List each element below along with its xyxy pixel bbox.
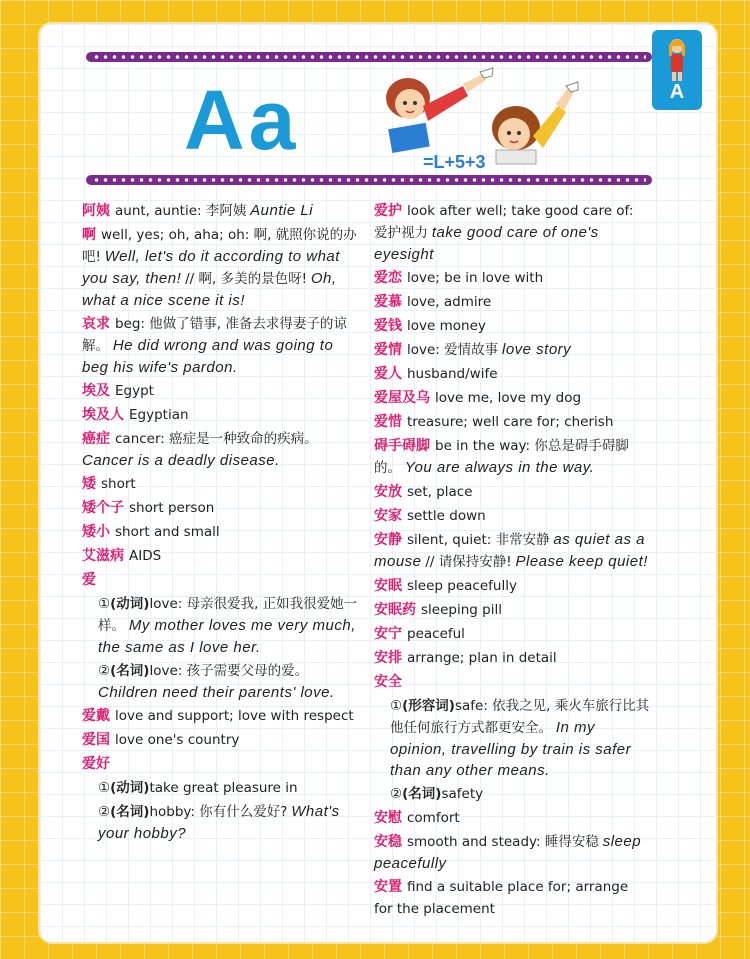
example-english: Well, let's do it according to what you say, then!	[82, 248, 340, 287]
dictionary-entry	[374, 411, 650, 433]
tab-letter: A	[669, 81, 685, 103]
definition: arrange; plan in detail	[407, 650, 557, 666]
sense-number: ①	[98, 780, 111, 796]
dictionary-entry	[374, 481, 650, 503]
dictionary-entry	[82, 200, 360, 222]
dictionary-entry	[82, 521, 360, 543]
dictionary-entry	[82, 753, 360, 775]
definition: Egyptian	[129, 407, 189, 423]
definition: sleeping pill	[421, 602, 502, 618]
part-of-speech: (动词)	[110, 596, 150, 612]
girl-figure-icon	[665, 36, 689, 82]
example-english: as quiet as a mouse	[374, 531, 645, 570]
definition: love; be in love with	[407, 270, 544, 286]
sense	[82, 801, 360, 844]
headword: 矮个子	[82, 500, 124, 516]
definition: short and small	[115, 524, 220, 540]
dictionary-entry	[374, 831, 650, 874]
definition: peaceful	[407, 626, 465, 642]
definition: silent, quiet: 非常安静	[407, 532, 550, 548]
dictionary-entry	[374, 435, 650, 479]
dictionary-entry	[374, 387, 650, 409]
definition: love money	[407, 318, 486, 334]
headword: 爱慕	[374, 294, 402, 310]
example-english: sleep peacefully	[374, 833, 642, 872]
sense-example: What's your hobby?	[98, 803, 340, 842]
definition: love and support; love with respect	[115, 708, 354, 724]
sense-example: In my opinion, travelling by train is safer than any other means.	[390, 719, 632, 779]
sense-definition: love: 孩子需要父母的爱。	[149, 663, 309, 679]
definition: cancer: 癌症是一种致命的疾病。	[115, 431, 318, 447]
dictionary-entry	[82, 497, 360, 519]
example-english: take good care of one's eyesight	[374, 224, 599, 263]
headword: 癌症	[82, 431, 110, 447]
example-english-extra: Please keep quiet!	[515, 553, 648, 570]
definition: be in the way: 你总是碍手碍脚的。	[374, 438, 629, 476]
definition: treasure; well care for; cherish	[407, 414, 614, 430]
definition: Egypt	[115, 383, 154, 399]
sense-definition: safe: 依我之见, 乘火车旅行比其他任何旅行方式都更安全。	[390, 698, 650, 736]
definition: love, admire	[407, 294, 492, 310]
sense	[82, 660, 360, 703]
definition-extra: // 请保持安静!	[425, 554, 512, 570]
headword: 埃及	[82, 383, 110, 399]
headword: 安稳	[374, 834, 402, 850]
sense-definition: hobby: 你有什么爱好?	[149, 804, 288, 820]
right-column	[374, 200, 650, 922]
sense-definition: love: 母亲很爱我, 正如我很爱她一样。	[98, 596, 358, 634]
definition: comfort	[407, 810, 460, 826]
sense	[82, 777, 360, 799]
headword: 爱情	[374, 342, 402, 358]
sense-number: ①	[390, 698, 403, 714]
dictionary-entry	[82, 313, 360, 378]
dictionary-entry	[82, 428, 360, 471]
definition: smooth and steady: 睡得安稳	[407, 834, 599, 850]
dictionary-entry	[374, 575, 650, 597]
letter-tab[interactable]	[652, 30, 702, 110]
sense-example: Children need their parents' love.	[98, 684, 335, 701]
headword: 艾滋病	[82, 548, 124, 564]
headword: 安眠药	[374, 602, 416, 618]
headword: 爱惜	[374, 414, 402, 430]
headword: 矮	[82, 476, 96, 492]
headword: 埃及人	[82, 407, 124, 423]
dictionary-entry	[374, 647, 650, 669]
dictionary-entry	[374, 363, 650, 385]
definition: aunt, auntie: 李阿姨	[115, 203, 247, 219]
dictionary-entry	[374, 671, 650, 693]
children-reading-illustration	[368, 66, 583, 176]
dictionary-entry	[374, 876, 650, 920]
part-of-speech: (名词)	[110, 663, 150, 679]
definition: AIDS	[129, 548, 162, 564]
headword: 安排	[374, 650, 402, 666]
example-english: Auntie Li	[250, 202, 314, 219]
part-of-speech: (动词)	[110, 780, 150, 796]
part-of-speech: (形容词)	[402, 698, 455, 714]
definition-extra: // 啊, 多美的景色呀!	[185, 271, 307, 287]
dictionary-entry	[82, 404, 360, 426]
dictionary-entry	[82, 569, 360, 591]
headword: 爱戴	[82, 708, 110, 724]
definition: beg: 他做了错事, 准备去求得妻子的谅解。	[82, 316, 347, 354]
definition: love one's country	[115, 732, 240, 748]
headword: 爱人	[374, 366, 402, 382]
headword: 碍手碍脚	[374, 438, 430, 454]
headword: 安宁	[374, 626, 402, 642]
headword: 爱好	[82, 756, 110, 772]
dictionary-entry	[82, 729, 360, 751]
definition: settle down	[407, 508, 486, 524]
sense-number: ②	[98, 804, 111, 820]
headword: 爱	[82, 572, 96, 588]
definition: find a suitable place for; arrange for the placement	[374, 879, 629, 917]
headword: 爱护	[374, 203, 402, 219]
headword: 矮小	[82, 524, 110, 540]
left-column	[82, 200, 360, 846]
dictionary-entry	[374, 315, 650, 337]
headword: 爱屋及乌	[374, 390, 430, 406]
dictionary-entry	[82, 224, 360, 311]
example-english: love story	[501, 341, 572, 358]
definition: love: 爱情故事	[407, 342, 499, 358]
headword: 爱钱	[374, 318, 402, 334]
definition: look after well; take good care of: 爱护视力	[374, 203, 634, 241]
headword: 安置	[374, 879, 402, 895]
definition: husband/wife	[407, 366, 498, 382]
example-english-extra: Oh, what a nice scene it is!	[82, 270, 337, 309]
part-of-speech: (名词)	[402, 786, 442, 802]
headword: 哀求	[82, 316, 110, 332]
headword: 安全	[374, 674, 402, 690]
top-decorative-bar	[86, 52, 652, 62]
sense	[82, 593, 360, 658]
headword: 阿姨	[82, 203, 110, 219]
sense-number: ②	[390, 786, 403, 802]
sense-number: ①	[98, 596, 111, 612]
dictionary-entry	[374, 267, 650, 289]
dictionary-entry	[374, 200, 650, 265]
dictionary-entry	[374, 623, 650, 645]
dictionary-entry	[82, 705, 360, 727]
definition: short	[101, 476, 136, 492]
sense-example: My mother loves me very much, the same as I love her.	[98, 617, 356, 656]
headword: 安眠	[374, 578, 402, 594]
sense	[374, 783, 650, 805]
example-english: You are always in the way.	[404, 459, 595, 476]
dictionary-entry	[374, 291, 650, 313]
dictionary-entry	[374, 339, 650, 361]
definition: love me, love my dog	[435, 390, 582, 406]
sense-definition: safety	[441, 786, 484, 802]
example-english: He did wrong and was going to beg his wife's pardon.	[82, 337, 334, 376]
example-english: Cancer is a deadly disease.	[82, 452, 280, 469]
headword: 爱恋	[374, 270, 402, 286]
dictionary-entry	[82, 380, 360, 402]
bottom-decorative-bar	[86, 175, 652, 185]
math-formula: =L+5+3	[423, 152, 486, 172]
headword: 安家	[374, 508, 402, 524]
part-of-speech: (名词)	[110, 804, 150, 820]
dictionary-entry	[374, 599, 650, 621]
headword: 安慰	[374, 810, 402, 826]
headword: 爱国	[82, 732, 110, 748]
dictionary-entry	[82, 473, 360, 495]
sense	[374, 695, 650, 781]
headword: 安静	[374, 532, 402, 548]
dictionary-entry	[374, 505, 650, 527]
headword: 安放	[374, 484, 402, 500]
headword: 啊	[82, 227, 96, 243]
definition: set, place	[407, 484, 473, 500]
definition: sleep peacefully	[407, 578, 517, 594]
dictionary-entry	[374, 807, 650, 829]
dictionary-entry	[82, 545, 360, 567]
sense-definition: take great pleasure in	[149, 780, 298, 796]
section-letter-heading: Aa	[184, 73, 300, 167]
definition: short person	[129, 500, 215, 516]
sense-number: ②	[98, 663, 111, 679]
dictionary-entry	[374, 529, 650, 573]
definition: well, yes; oh, aha; oh: 啊, 就照你说的办吧!	[82, 227, 357, 265]
